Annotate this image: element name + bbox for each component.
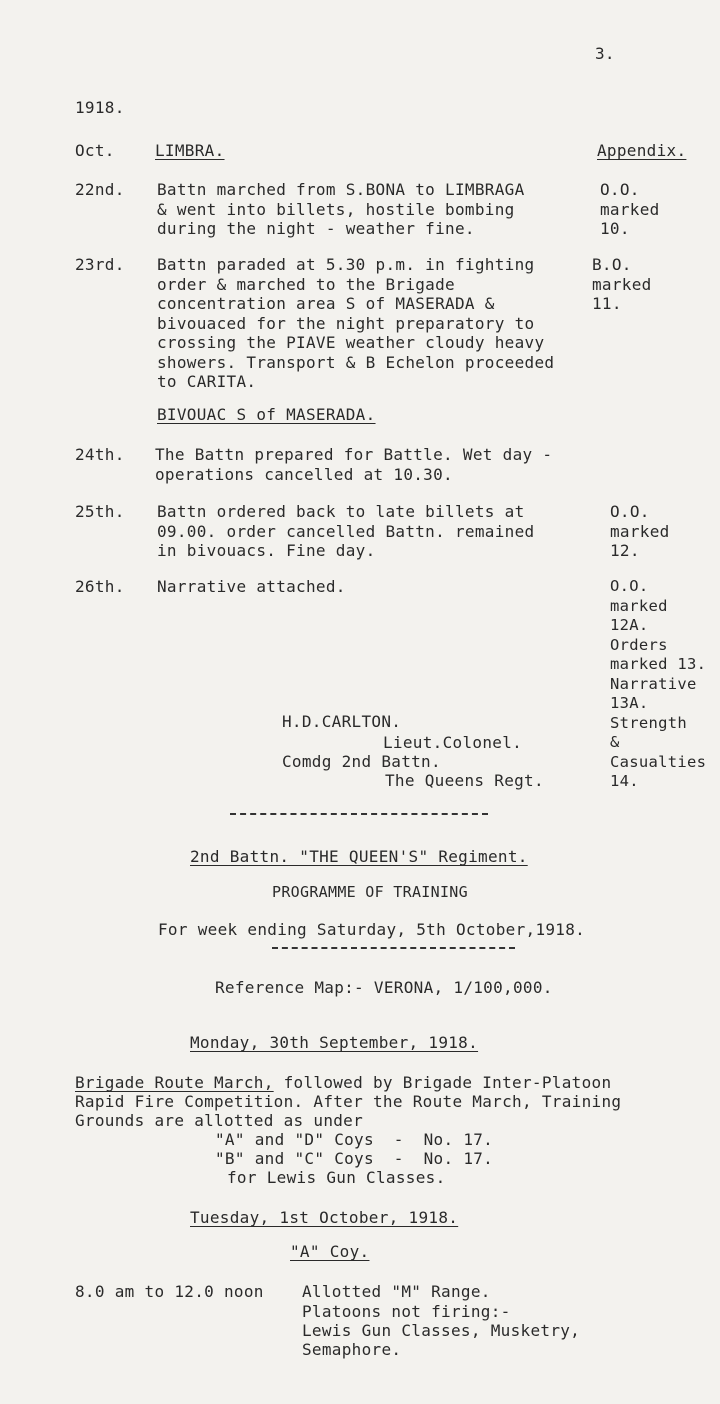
- programme-week: For week ending Saturday, 5th October,1918.: [158, 920, 586, 939]
- semaphore: Semaphore.: [302, 1340, 402, 1359]
- entry-date: 26th.: [75, 577, 125, 596]
- tuesday-heading: Tuesday, 1st October, 1918.: [190, 1208, 459, 1227]
- entry-appendix-ref: O.O. marked 12A. Orders marked 13. Narrative 13A. Strength & Casualties 14.: [610, 577, 707, 790]
- signatory-command: Comdg 2nd Battn.: [282, 752, 441, 771]
- monday-line-2: Rapid Fire Competition. After the Route March, Training: [75, 1092, 622, 1111]
- month-label: Oct.: [75, 141, 115, 160]
- entry-date: 25th.: [75, 502, 125, 521]
- entry-date: 23rd.: [75, 255, 125, 274]
- entry-appendix-ref: B.O. marked 11.: [592, 255, 652, 313]
- route-march-lead: Brigade Route March,: [75, 1073, 274, 1092]
- programme-unit-heading: 2nd Battn. "THE QUEEN'S" Regiment.: [190, 847, 528, 866]
- location-heading: LIMBRA.: [155, 141, 225, 160]
- monday-line-1: [75, 1073, 611, 1092]
- entry-text: Battn ordered back to late billets at 09.00. order cancelled Battn. remained in bivouacs. Fine day.: [157, 502, 535, 560]
- time-slot: 8.0 am to 12.0 noon: [75, 1282, 264, 1301]
- bivouac-subheading: BIVOUAC S of MASERADA.: [157, 405, 376, 424]
- coy-heading: "A" Coy.: [290, 1242, 370, 1261]
- entry-appendix-ref: O.O. marked 10.: [600, 180, 660, 238]
- route-march-rest: followed by Brigade Inter-Platoon: [273, 1073, 612, 1092]
- entry-date: 22nd.: [75, 180, 125, 199]
- reference-map: Reference Map:- VERONA, 1/100,000.: [215, 978, 553, 997]
- entry-text: Narrative attached.: [157, 577, 346, 596]
- appendix-heading: Appendix.: [597, 141, 687, 160]
- entry-text: Battn marched from S.BONA to LIMBRAGA & went into billets, hostile bombing during the night - weather fine.: [157, 180, 525, 238]
- monday-heading: Monday, 30th September, 1918.: [190, 1033, 479, 1052]
- section-divider: [230, 813, 488, 815]
- programme-title: PROGRAMME OF TRAINING: [272, 883, 468, 901]
- page-number: 3.: [595, 44, 615, 63]
- week-divider: [272, 947, 515, 949]
- entry-date: 24th.: [75, 445, 125, 464]
- allotment-bc: "B" and "C" Coys - No. 17.: [215, 1149, 494, 1168]
- allotment-ad: "A" and "D" Coys - No. 17.: [215, 1130, 494, 1149]
- training-classes: Lewis Gun Classes, Musketry,: [302, 1321, 581, 1340]
- range-allotment: Allotted "M" Range.: [302, 1282, 491, 1301]
- signatory-regiment: The Queens Regt.: [385, 771, 544, 790]
- signatory-rank: Lieut.Colonel.: [383, 733, 523, 752]
- year-heading: 1918.: [75, 98, 125, 117]
- monday-line-3: Grounds are allotted as under: [75, 1111, 364, 1130]
- entry-appendix-ref: O.O. marked 12.: [610, 502, 670, 560]
- signatory-name: H.D.CARLTON.: [282, 712, 402, 731]
- lewis-gun-note: for Lewis Gun Classes.: [227, 1168, 446, 1187]
- entry-text: The Battn prepared for Battle. Wet day - operations cancelled at 10.30.: [155, 445, 553, 484]
- entry-text: Battn paraded at 5.30 p.m. in fighting order & marched to the Brigade concentration area S of MASERADA & bivouaced for the night preparatory to crossing the PIAVE weather cloudy heavy showers. Transport & B Echelon proceeded to CARITA.: [157, 255, 555, 391]
- platoons-not-firing: Platoons not firing:-: [302, 1302, 511, 1321]
